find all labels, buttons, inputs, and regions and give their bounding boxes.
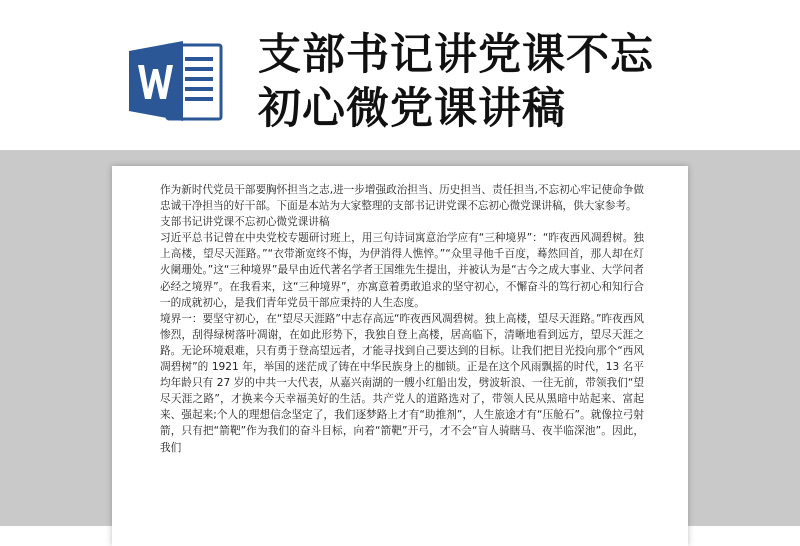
document-body <box>160 182 644 456</box>
body-paragraph: 习近平总书记曾在中央党校专题研讨班上，用三句诗词寓意治学应有“三种境界”：“昨夜西风凋碧树。独上高楼，望尽天涯路。”“衣带渐宽终不悔，为伊消得人憔悴。”“众里寻他千百度，蓦然回首，那人却在灯火阑珊处。”这“三种境界”最早由近代著名学者王国维先生提出，并被认为是“古今之成大事业、大学问者必经之境界”。在我看来，这“三种境界”，亦寓意着勇敢追求的坚守初心，不懈奋斗的笃行初心和知行合一的成就初心，是我们青年党员干部应秉持的人生态度。 <box>160 232 644 309</box>
title-line-2: 初心微党课讲稿 <box>258 84 566 134</box>
header <box>0 0 800 150</box>
body-paragraph: 境界一：要坚守初心，在“望尽天涯路”中志存高远“昨夜西风凋碧树。独上高楼，望尽天涯路。”昨夜西风惨烈，刮得绿树落叶凋谢，在如此形势下，我独自登上高楼，居高临下，清晰地看到远方，望尽天涯之路。无论环境艰难，只有勇于登高望远者，才能寻找到自己要达到的目标。让我们把目光投向那个“西风凋碧树”的 1921 年，举国的迷茫成了铸在中华民族身上的枷锁。正是在这个风雨飘摇的时代，13 名平均年龄只有 27 岁的中共一大代表，从嘉兴南湖的一艘小红船出发，劈波斩浪、一往无前，带领我们“望尽天涯之路”，才换来今天幸福美好的生活。共产党人的道路选对了，带领人民从黑暗中站起来、富起来、强起来;个人的理想信念坚定了，我们逐梦路上才有“助推剂”，人生旅途才有“压舱石”。就像拉弓射箭，只有把“箭靶”作为我们的奋斗目标，向着“箭靶”开弓，才不会“盲人骑瞎马、夜半临深池”。因此，我们 <box>160 312 644 454</box>
page-title <box>258 28 778 136</box>
section-heading: 支部书记讲党课不忘初心微党课讲稿 <box>160 216 330 229</box>
document-page[interactable] <box>112 166 688 546</box>
title-line-1: 支部书记讲党课不忘 <box>258 30 654 80</box>
word-document-icon <box>127 37 225 125</box>
intro-paragraph: 作为新时代党员干部要胸怀担当之志,进一步增强政治担当、历史担当、责任担当,不忘初心牢记使命争做忠诚干净担当的好干部。下面是本站为大家整理的支部书记讲党课不忘初心微党课讲稿，供大家参考。 <box>160 184 644 213</box>
